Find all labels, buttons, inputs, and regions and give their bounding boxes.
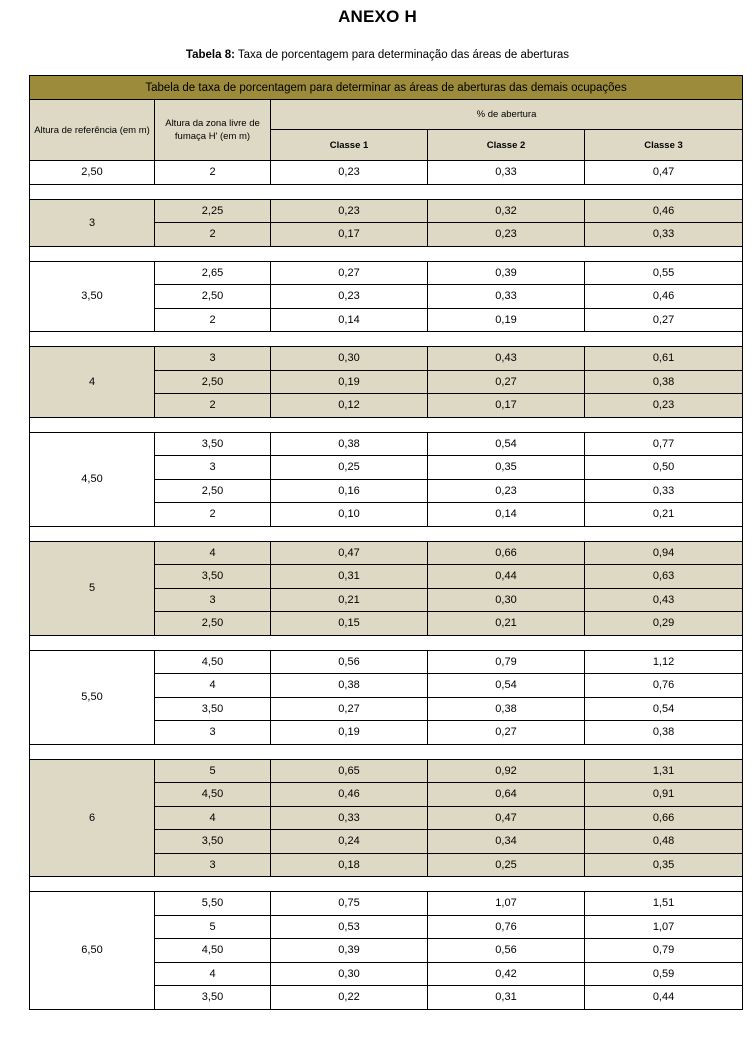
class-1-cell: 0,27 <box>271 697 428 721</box>
class-3-cell: 0,66 <box>585 806 743 830</box>
table-row <box>30 759 743 783</box>
separator-cell <box>30 635 743 650</box>
class-2-cell: 0,23 <box>428 479 585 503</box>
smoke-zone-cell: 5 <box>155 915 271 939</box>
reference-height-cell: 5 <box>30 541 155 635</box>
class-3-cell: 0,54 <box>585 697 743 721</box>
separator-cell <box>30 184 743 199</box>
class-1-cell: 0,19 <box>271 721 428 745</box>
class-2-cell: 0,76 <box>428 915 585 939</box>
smoke-zone-cell: 2,50 <box>155 612 271 636</box>
group-separator <box>30 246 743 261</box>
class-3-cell: 0,94 <box>585 541 743 565</box>
reference-height-cell: 3 <box>30 199 155 246</box>
class-1-cell: 0,17 <box>271 223 428 247</box>
class-2-cell: 0,17 <box>428 394 585 418</box>
class-3-cell: 1,12 <box>585 650 743 674</box>
class-2-cell: 0,25 <box>428 853 585 877</box>
class-3-cell: 0,43 <box>585 588 743 612</box>
class-3-cell: 0,23 <box>585 394 743 418</box>
table-row <box>30 650 743 674</box>
class-2-cell: 0,92 <box>428 759 585 783</box>
smoke-zone-cell: 2 <box>155 223 271 247</box>
class-3-cell: 0,46 <box>585 199 743 223</box>
smoke-zone-cell: 4,50 <box>155 939 271 963</box>
class-3-cell: 0,63 <box>585 565 743 589</box>
class-1-cell: 0,47 <box>271 541 428 565</box>
reference-height-cell: 3,50 <box>30 261 155 332</box>
class-2-cell: 0,31 <box>428 986 585 1010</box>
smoke-zone-cell: 3,50 <box>155 830 271 854</box>
smoke-zone-cell: 3,50 <box>155 986 271 1010</box>
caption-label: Tabela 8: <box>185 49 235 61</box>
class-1-cell: 0,23 <box>271 161 428 185</box>
class-3-cell: 0,79 <box>585 939 743 963</box>
class-2-cell: 0,33 <box>428 161 585 185</box>
class-3-cell: 1,07 <box>585 915 743 939</box>
group-separator <box>30 635 743 650</box>
smoke-zone-cell: 2,50 <box>155 479 271 503</box>
reference-height-cell: 4 <box>30 347 155 418</box>
class-2-cell: 0,32 <box>428 199 585 223</box>
class-1-cell: 0,39 <box>271 939 428 963</box>
class-1-cell: 0,46 <box>271 783 428 807</box>
class-3-cell: 0,48 <box>585 830 743 854</box>
smoke-zone-cell: 2 <box>155 308 271 332</box>
opening-rate-table <box>29 75 743 1010</box>
class-2-cell: 0,54 <box>428 674 585 698</box>
class-1-cell: 0,31 <box>271 565 428 589</box>
class-3-cell: 0,27 <box>585 308 743 332</box>
class-2-cell: 0,64 <box>428 783 585 807</box>
header-opening-percent: % de abertura <box>271 100 743 130</box>
class-1-cell: 0,12 <box>271 394 428 418</box>
smoke-zone-cell: 3 <box>155 456 271 480</box>
class-1-cell: 0,75 <box>271 892 428 916</box>
caption-text: Taxa de porcentagem para determinação das áreas de aberturas <box>234 49 570 61</box>
class-1-cell: 0,33 <box>271 806 428 830</box>
class-1-cell: 0,18 <box>271 853 428 877</box>
class-2-cell: 0,35 <box>428 456 585 480</box>
smoke-zone-cell: 4 <box>155 674 271 698</box>
class-1-cell: 0,25 <box>271 456 428 480</box>
class-2-cell: 0,47 <box>428 806 585 830</box>
table-row <box>30 432 743 456</box>
separator-cell <box>30 246 743 261</box>
smoke-zone-cell: 2,50 <box>155 285 271 309</box>
smoke-zone-cell: 3 <box>155 588 271 612</box>
class-2-cell: 0,38 <box>428 697 585 721</box>
class-1-cell: 0,16 <box>271 479 428 503</box>
table-row <box>30 347 743 371</box>
class-3-cell: 1,51 <box>585 892 743 916</box>
reference-height-cell: 4,50 <box>30 432 155 526</box>
class-1-cell: 0,56 <box>271 650 428 674</box>
class-1-cell: 0,22 <box>271 986 428 1010</box>
class-2-cell: 0,79 <box>428 650 585 674</box>
class-2-cell: 0,43 <box>428 347 585 371</box>
table-row <box>30 541 743 565</box>
table-row <box>30 199 743 223</box>
class-2-cell: 0,54 <box>428 432 585 456</box>
smoke-zone-cell: 4 <box>155 962 271 986</box>
class-2-cell: 0,27 <box>428 370 585 394</box>
class-3-cell: 0,29 <box>585 612 743 636</box>
class-3-cell: 0,21 <box>585 503 743 527</box>
smoke-zone-cell: 3 <box>155 347 271 371</box>
class-2-cell: 0,23 <box>428 223 585 247</box>
smoke-zone-cell: 3,50 <box>155 697 271 721</box>
smoke-zone-cell: 4 <box>155 806 271 830</box>
class-3-cell: 0,91 <box>585 783 743 807</box>
separator-cell <box>30 332 743 347</box>
reference-height-cell: 6,50 <box>30 892 155 1010</box>
class-1-cell: 0,21 <box>271 588 428 612</box>
class-3-cell: 0,77 <box>585 432 743 456</box>
class-3-cell: 0,61 <box>585 347 743 371</box>
class-1-cell: 0,23 <box>271 199 428 223</box>
smoke-zone-cell: 3,50 <box>155 432 271 456</box>
class-2-cell: 0,56 <box>428 939 585 963</box>
smoke-zone-cell: 2 <box>155 161 271 185</box>
class-2-cell: 1,07 <box>428 892 585 916</box>
header-class-2: Classe 2 <box>428 130 585 161</box>
smoke-zone-cell: 5,50 <box>155 892 271 916</box>
class-1-cell: 0,53 <box>271 915 428 939</box>
class-2-cell: 0,30 <box>428 588 585 612</box>
header-class-1: Classe 1 <box>271 130 428 161</box>
class-2-cell: 0,14 <box>428 503 585 527</box>
class-3-cell: 0,46 <box>585 285 743 309</box>
class-2-cell: 0,39 <box>428 261 585 285</box>
smoke-zone-cell: 4,50 <box>155 783 271 807</box>
group-separator <box>30 417 743 432</box>
reference-height-cell: 2,50 <box>30 161 155 185</box>
class-1-cell: 0,15 <box>271 612 428 636</box>
class-2-cell: 0,66 <box>428 541 585 565</box>
class-1-cell: 0,30 <box>271 347 428 371</box>
table-row <box>30 161 743 185</box>
separator-cell <box>30 744 743 759</box>
class-2-cell: 0,33 <box>428 285 585 309</box>
class-1-cell: 0,30 <box>271 962 428 986</box>
table-row <box>30 261 743 285</box>
class-2-cell: 0,27 <box>428 721 585 745</box>
class-3-cell: 0,33 <box>585 479 743 503</box>
smoke-zone-cell: 2 <box>155 503 271 527</box>
reference-height-cell: 5,50 <box>30 650 155 744</box>
class-2-cell: 0,34 <box>428 830 585 854</box>
class-3-cell: 1,31 <box>585 759 743 783</box>
class-3-cell: 0,38 <box>585 721 743 745</box>
smoke-zone-cell: 3 <box>155 721 271 745</box>
group-separator <box>30 184 743 199</box>
smoke-zone-cell: 4,50 <box>155 650 271 674</box>
header-smoke-free-zone: Altura da zona livre de fumaça H' (em m) <box>155 100 271 161</box>
table-caption <box>0 49 755 61</box>
smoke-zone-cell: 2,25 <box>155 199 271 223</box>
class-3-cell: 0,50 <box>585 456 743 480</box>
class-1-cell: 0,19 <box>271 370 428 394</box>
class-3-cell: 0,59 <box>585 962 743 986</box>
header-reference-height: Altura de referência (em m) <box>30 100 155 161</box>
class-1-cell: 0,10 <box>271 503 428 527</box>
table-row <box>30 892 743 916</box>
class-1-cell: 0,38 <box>271 674 428 698</box>
group-separator <box>30 526 743 541</box>
separator-cell <box>30 526 743 541</box>
table-banner: Tabela de taxa de porcentagem para determinar as áreas de aberturas das demais ocupações <box>30 76 743 100</box>
class-3-cell: 0,47 <box>585 161 743 185</box>
class-3-cell: 0,44 <box>585 986 743 1010</box>
smoke-zone-cell: 2,65 <box>155 261 271 285</box>
class-1-cell: 0,24 <box>271 830 428 854</box>
class-2-cell: 0,44 <box>428 565 585 589</box>
reference-height-cell: 6 <box>30 759 155 877</box>
class-1-cell: 0,23 <box>271 285 428 309</box>
group-separator <box>30 332 743 347</box>
smoke-zone-cell: 5 <box>155 759 271 783</box>
smoke-zone-cell: 2,50 <box>155 370 271 394</box>
smoke-zone-cell: 2 <box>155 394 271 418</box>
class-3-cell: 0,55 <box>585 261 743 285</box>
header-class-3: Classe 3 <box>585 130 743 161</box>
smoke-zone-cell: 3 <box>155 853 271 877</box>
class-3-cell: 0,35 <box>585 853 743 877</box>
separator-cell <box>30 417 743 432</box>
smoke-zone-cell: 4 <box>155 541 271 565</box>
class-2-cell: 0,42 <box>428 962 585 986</box>
class-1-cell: 0,14 <box>271 308 428 332</box>
separator-cell <box>30 877 743 892</box>
group-separator <box>30 744 743 759</box>
class-1-cell: 0,65 <box>271 759 428 783</box>
class-3-cell: 0,76 <box>585 674 743 698</box>
class-1-cell: 0,38 <box>271 432 428 456</box>
group-separator <box>30 877 743 892</box>
class-2-cell: 0,19 <box>428 308 585 332</box>
class-2-cell: 0,21 <box>428 612 585 636</box>
annex-title: ANEXO H <box>338 7 417 26</box>
class-1-cell: 0,27 <box>271 261 428 285</box>
class-3-cell: 0,33 <box>585 223 743 247</box>
class-3-cell: 0,38 <box>585 370 743 394</box>
smoke-zone-cell: 3,50 <box>155 565 271 589</box>
